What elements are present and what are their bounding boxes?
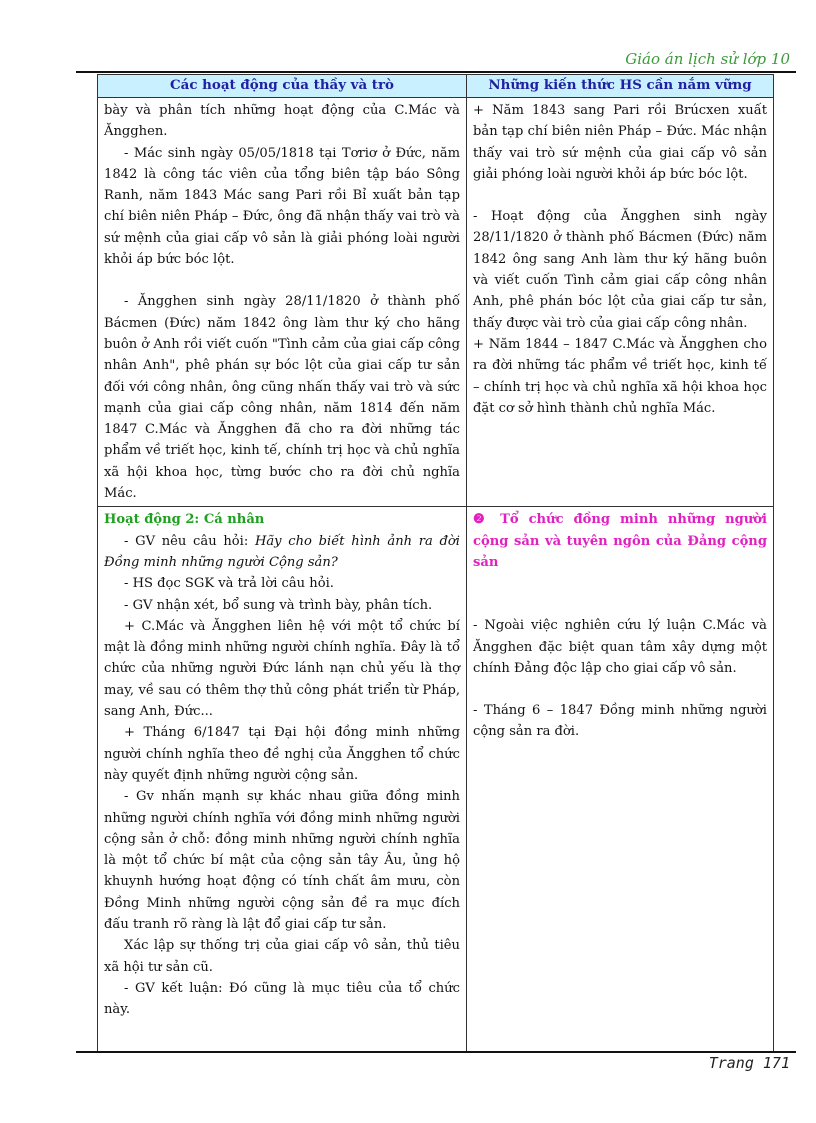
activity-title: Hoạt động 2: Cá nhân [104, 512, 265, 528]
document-header-title: Giáo án lịch sử lớp 10 [625, 50, 790, 68]
paragraph: - Ngoài việc nghiên cứu lý luận C.Mác và Ăngghen đặc biệt quan tâm xây dựng một chính Đảng độc lập cho giai cấp vô sản. [473, 618, 767, 676]
footer-rule [76, 1051, 796, 1053]
row2-activities-cell [98, 507, 467, 1052]
row1-activities-cell [98, 98, 467, 507]
question-prefix: - GV nêu câu hỏi: [124, 533, 255, 549]
paragraph: - Tháng 6 – 1847 Đồng minh những người cộng sản ra đời. [473, 703, 767, 740]
table-row [98, 507, 774, 1052]
paragraph: + C.Mác và Ăngghen liên hệ với một tổ chức bí mật là đồng minh những người chính nghĩa. Đây là tổ chức của những người Đức lánh nạn chủ yếu là thợ may, về sau có thêm thợ thủ công phát triển từ Pháp, sang Anh, Đức... [104, 618, 460, 720]
section-marker-icon: ❷ [473, 512, 491, 528]
question-text: Hãy cho biết hình ảnh ra đời Đồng minh những người Cộng sản? [104, 533, 460, 570]
paragraph: + Năm 1843 sang Pari rồi Brúcxen xuất bản tạp chí biên niên Pháp – Đức. Mác nhận thấy vai trò sứ mệnh của giai cấp vô sản giải phóng loài người khỏi áp bức bóc lột. [473, 103, 767, 182]
paragraph: - GV nhận xét, bổ sung và trình bày, phân tích. [124, 597, 433, 613]
lesson-table [97, 74, 774, 1052]
column-header-activities: Các hoạt động của thầy và trò [98, 75, 467, 98]
paragraph: - Hoạt động của Ăngghen sinh ngày 28/11/1820 ở thành phố Bácmen (Đức) năm 1842 ông sang Anh làm thư ký hãng buôn và viết cuốn Tình cảm giai cấp công nhân Anh, phê phán bóc lột của giai cấp tư sản, thấy được vài trò của giai cấp công nhân. [473, 209, 767, 331]
row1-knowledge-cell [467, 98, 774, 507]
paragraph: - GV kết luận: Đó cũng là mục tiêu của tổ chức này. [104, 980, 460, 1018]
header-rule [76, 71, 796, 73]
paragraph: - HS đọc SGK và trả lời câu hỏi. [124, 576, 334, 592]
table-header-row [98, 75, 774, 98]
column-header-knowledge: Những kiến thức HS cần nắm vững [467, 75, 774, 98]
paragraph: - Ăngghen sinh ngày 28/11/1820 ở thành phố Bácmen (Đức) năm 1842 ông làm thư ký cho hãng buôn ở Anh rồi viết cuốn "Tình cảm của giai cấp công nhân Anh", phê phán sự bóc lột của giai cấp tư sản đối với công nhân, ông cũng nhấn thấy vai trò và sức mạnh của giai cấp công nhân, năm 1814 đến năm 1847 C.Mác và Ăngghen đã cho ra đời những tác phẩm về triết học, kinh tế, chính trị học và chủ nghĩa xã hội khoa học, từng bước cho ra đời chủ nghĩa Mác. [104, 294, 460, 502]
paragraph: - Mác sinh ngày 05/05/1818 tại Tơriơ ở Đức, năm 1842 là công tác viên của tổng biên tập báo Sông Ranh, năm 1843 Mác sang Pari rồi Bỉ xuất bản tạp chí biên niên Pháp – Đức, ông đã nhận thấy vai trò và sứ mệnh của giai cấp vô sản là giải phóng loài người khỏi áp bức bóc lột. [104, 145, 460, 268]
paragraph: + Năm 1844 – 1847 C.Mác và Ăngghen cho ra đời những tác phẩm về triết học, kinh tế – chính trị học và chủ nghĩa xã hội khoa học đặt cơ sở hình thành chủ nghĩa Mác. [473, 336, 767, 416]
paragraph: Xác lập sự thống trị của giai cấp vô sản, thủ tiêu xã hội tư sản cũ. [104, 938, 460, 975]
page-number: Trang 171 [708, 1054, 790, 1072]
paragraph [104, 531, 460, 574]
row2-knowledge-cell [467, 507, 774, 1052]
table-row [98, 98, 774, 507]
paragraph: bày và phân tích những hoạt động của C.Mác và Ăngghen. [104, 103, 460, 140]
paragraph: + Tháng 6/1847 tại Đại hội đồng minh những người chính nghĩa theo đề nghị của Ăngghen tổ chức này quyết định những người cộng sản. [104, 725, 460, 783]
section-heading: ❷ Tổ chức đồng minh những người cộng sản và tuyên ngôn của Đảng cộng sản [473, 512, 767, 570]
paragraph: - Gv nhấn mạnh sự khác nhau giữa đồng minh những người chính nghĩa với đồng minh những người cộng sản ở chỗ: đồng minh những người chính nghĩa là một tổ chức bí mật của cộng sản tây Âu, ủng hộ khuynh hướng hoạt động có tính chất âm mưu, còn Đồng Minh những người cộng sản đề ra mục đích đấu tranh rõ ràng là lật đổ giai cấp tư sản. [104, 789, 460, 932]
